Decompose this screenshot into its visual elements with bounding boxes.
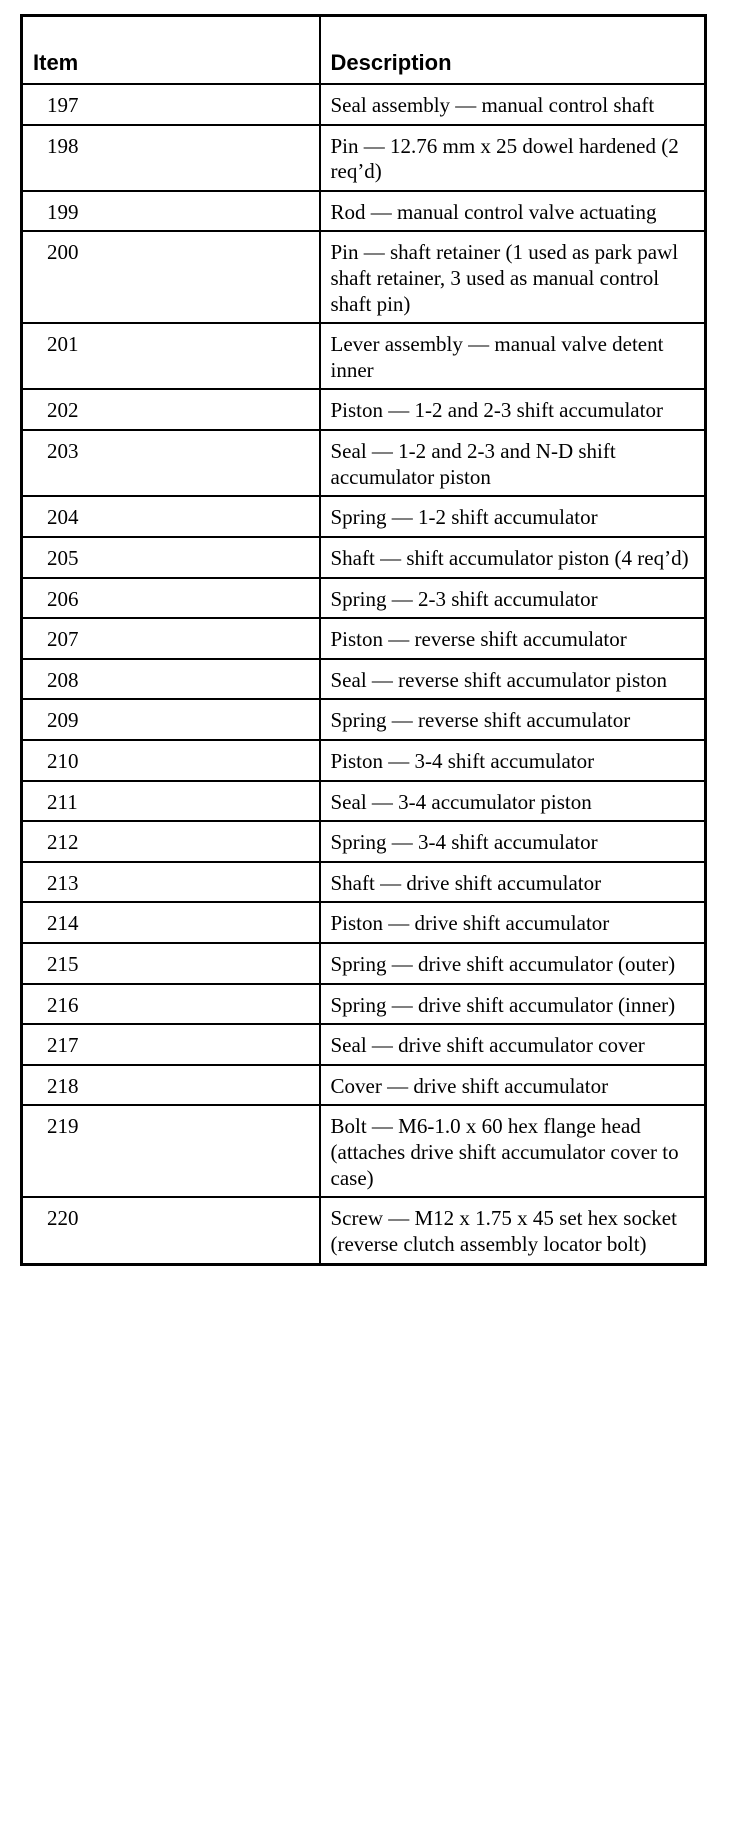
item-description: Piston — drive shift accumulator: [320, 902, 706, 943]
item-description: Piston — 1-2 and 2-3 shift accumulator: [320, 389, 706, 430]
item-description: Seal assembly — manual control shaft: [320, 84, 706, 125]
table-row: [22, 1024, 706, 1065]
item-description: Screw — M12 x 1.75 x 45 set hex socket (reverse clutch assembly locator bolt): [320, 1197, 706, 1264]
item-description: Rod — manual control valve actuating: [320, 191, 706, 232]
item-description: Seal — 1-2 and 2-3 and N-D shift accumulator piston: [320, 430, 706, 496]
item-number: 203: [22, 430, 320, 496]
item-column-header: Item: [22, 16, 320, 85]
item-description: Spring — 1-2 shift accumulator: [320, 496, 706, 537]
table-row: [22, 1065, 706, 1106]
item-description: Seal — 3-4 accumulator piston: [320, 781, 706, 822]
table-row: [22, 323, 706, 389]
table-row: [22, 862, 706, 903]
table-row: [22, 496, 706, 537]
item-number: 219: [22, 1105, 320, 1197]
item-number: 220: [22, 1197, 320, 1264]
table-row: [22, 943, 706, 984]
item-number: 216: [22, 984, 320, 1025]
table-row: [22, 578, 706, 619]
item-description: Spring — reverse shift accumulator: [320, 699, 706, 740]
item-description: Spring — drive shift accumulator (inner): [320, 984, 706, 1025]
table-row: [22, 902, 706, 943]
item-description: Lever assembly — manual valve detent inner: [320, 323, 706, 389]
item-number: 198: [22, 125, 320, 191]
item-number: 214: [22, 902, 320, 943]
item-number: 210: [22, 740, 320, 781]
table-row: [22, 699, 706, 740]
item-description: Piston — 3-4 shift accumulator: [320, 740, 706, 781]
parts-table: [20, 14, 707, 1266]
item-number: 205: [22, 537, 320, 578]
description-column-header: Description: [320, 16, 706, 85]
item-number: 200: [22, 231, 320, 323]
item-description: Pin — shaft retainer (1 used as park pawl shaft retainer, 3 used as manual control shaft pin): [320, 231, 706, 323]
table-row: [22, 781, 706, 822]
table-row: [22, 125, 706, 191]
item-number: 215: [22, 943, 320, 984]
item-description: Pin — 12.76 mm x 25 dowel hardened (2 req’d): [320, 125, 706, 191]
item-number: 202: [22, 389, 320, 430]
item-description: Bolt — M6-1.0 x 60 hex flange head (attaches drive shift accumulator cover to case): [320, 1105, 706, 1197]
item-number: 211: [22, 781, 320, 822]
item-description: Shaft — drive shift accumulator: [320, 862, 706, 903]
item-number: 199: [22, 191, 320, 232]
table-header-row: [22, 16, 706, 85]
item-description: Cover — drive shift accumulator: [320, 1065, 706, 1106]
table-row: [22, 430, 706, 496]
item-number: 207: [22, 618, 320, 659]
item-description: Shaft — shift accumulator piston (4 req’d): [320, 537, 706, 578]
item-description: Spring — 2-3 shift accumulator: [320, 578, 706, 619]
item-number: 217: [22, 1024, 320, 1065]
item-number: 204: [22, 496, 320, 537]
table-row: [22, 231, 706, 323]
table-row: [22, 659, 706, 700]
item-number: 206: [22, 578, 320, 619]
table-row: [22, 84, 706, 125]
table-row: [22, 618, 706, 659]
item-description: Spring — drive shift accumulator (outer): [320, 943, 706, 984]
table-row: [22, 821, 706, 862]
item-number: 201: [22, 323, 320, 389]
parts-table-body: [22, 84, 706, 1264]
table-row: [22, 537, 706, 578]
item-number: 212: [22, 821, 320, 862]
table-row: [22, 1197, 706, 1264]
item-description: Seal — drive shift accumulator cover: [320, 1024, 706, 1065]
item-number: 218: [22, 1065, 320, 1106]
table-row: [22, 191, 706, 232]
item-description: Spring — 3-4 shift accumulator: [320, 821, 706, 862]
item-number: 213: [22, 862, 320, 903]
table-row: [22, 1105, 706, 1197]
table-row: [22, 740, 706, 781]
item-number: 197: [22, 84, 320, 125]
table-row: [22, 389, 706, 430]
item-description: Seal — reverse shift accumulator piston: [320, 659, 706, 700]
item-number: 209: [22, 699, 320, 740]
item-description: Piston — reverse shift accumulator: [320, 618, 706, 659]
table-row: [22, 984, 706, 1025]
item-number: 208: [22, 659, 320, 700]
